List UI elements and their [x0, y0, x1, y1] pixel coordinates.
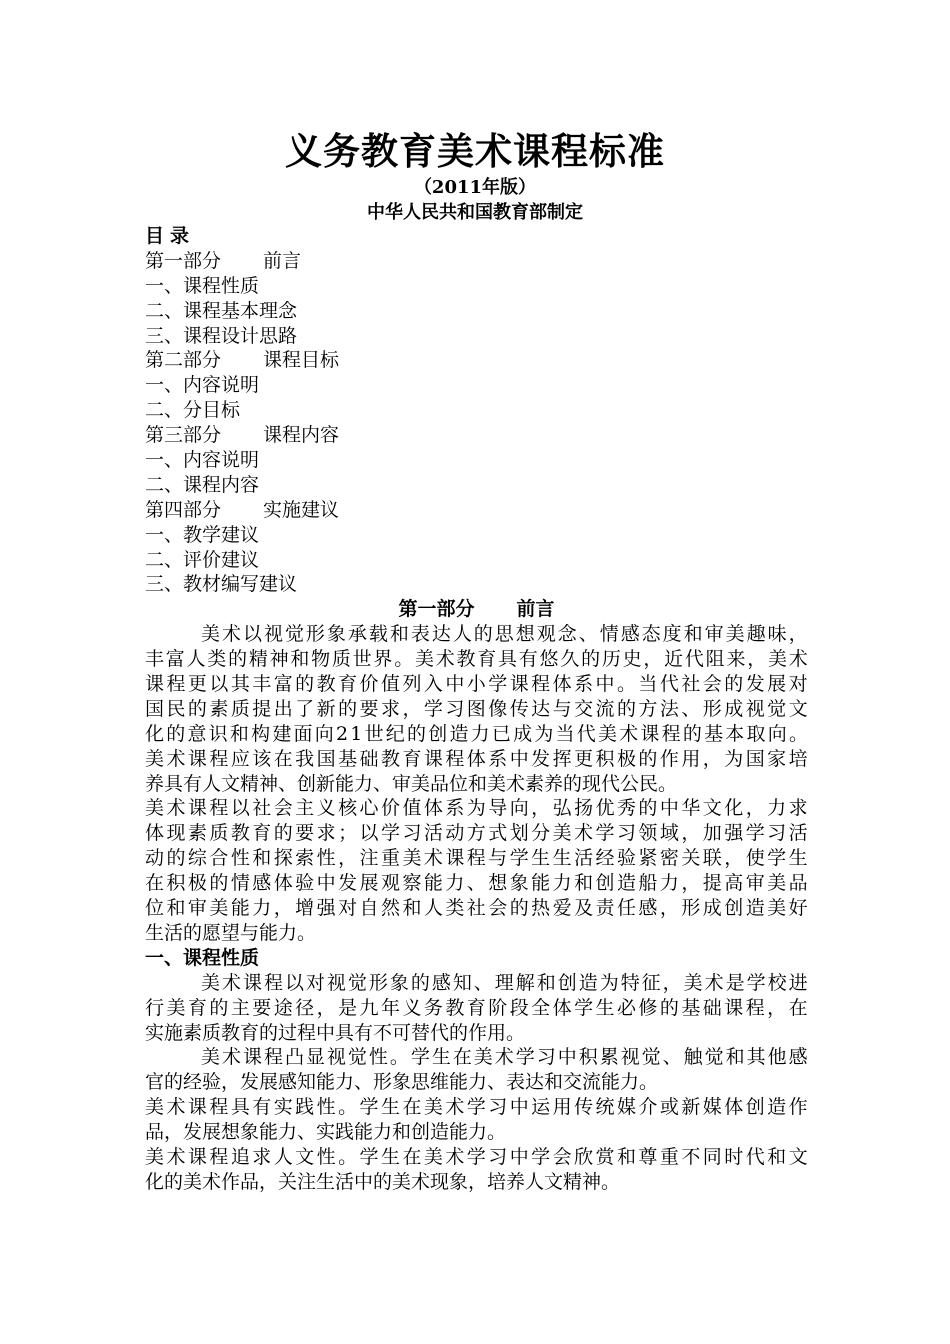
toc-entry[interactable]: 一、内容说明 — [145, 449, 260, 472]
toc-entry[interactable]: 三、课程设计思路 — [145, 324, 298, 347]
text-line: 品，发展想象能力、实践能力和创造能力。 — [145, 1121, 507, 1144]
toc-entry[interactable]: 二、课程内容 — [145, 473, 260, 496]
text-line: 实施素质教育的过程中具有不可替代的作用。 — [145, 1021, 526, 1044]
text-line: 美 术 以 视 觉 形 象 承 载 和 表 达 人 的 思 想 观 念 、 情 感 态 度 和 审 美 趣 味 ， — [201, 623, 808, 646]
paragraph — [145, 1045, 808, 1095]
text-line: 美 术 课 程 追 求 人 文 性 。 学 生 在 美 术 学 习 中 学 会 欣 赏 和 尊 重 不 同 时 代 和 文 — [145, 1145, 808, 1168]
text-line: 丰 富 人 类 的 精 神 和 物 质 世 界 。 美 术 教 育 具 有 悠 久 的 历 史 ， 近 代 阻 来 ， 美 术 — [145, 648, 808, 671]
toc-entry[interactable]: 第四部分 实施建议 — [145, 498, 340, 521]
toc-entry[interactable]: 一、课程性质 — [145, 274, 260, 297]
text-line: 美 术 课 程 凸 显 视 觉 性 。 学 生 在 美 术 学 习 中 积 累 视 觉 、 触 觉 和 其 他 感 — [201, 1046, 808, 1069]
text-line: 养具有人文精神、创新能力、审美品位和美术素养的现代公民。 — [145, 772, 678, 795]
toc-entry[interactable]: 一、内容说明 — [145, 374, 260, 397]
text-line: 课 程 更 以 其 丰 富 的 教 育 价 值 列 入 中 小 学 课 程 体 系 中 。 当 代 社 会 的 发 展 对 — [145, 673, 808, 696]
text-line: 国 民 的 素 质 提 出 了 新 的 要 求 ， 学 习 图 像 传 达 与 交 流 的 方 法 、 形 成 视 觉 文 — [145, 697, 808, 720]
text-line: 行 美 育 的 主 要 途 径 ， 是 九 年 义 务 教 育 阶 段 全 体 学 生 必 修 的 基 础 课 程 ， 在 — [145, 996, 808, 1019]
toc-entry[interactable]: 第一部分 前言 — [145, 249, 302, 272]
text-line: 官的经验，发展感知能力、形象思维能力、表达和交流能力。 — [145, 1071, 659, 1094]
paragraph — [145, 971, 808, 1046]
document-body — [145, 224, 808, 1195]
toc-heading: 目录 — [145, 225, 196, 247]
section-heading: 第一部分 前言 — [398, 598, 555, 621]
text-line: 美 术 课 程 以 对 视 觉 形 象 的 感 知 、 理 解 和 创 造 为 特 征 ， 美 术 是 学 校 进 — [201, 971, 808, 994]
subsection-heading: 一、课程性质 — [145, 946, 260, 969]
text-line: 化的美术作品，关注生活中的美术现象，培养人文精神。 — [145, 1170, 621, 1193]
toc-entry[interactable]: 第二部分 课程目标 — [145, 349, 340, 372]
text-line: 美 术 课 程 以 社 会 主 义 核 心 价 值 体 系 为 导 向 ， 弘 扬 优 秀 的 中 华 文 化 ， 力 求 — [145, 797, 808, 820]
paragraph — [145, 622, 808, 796]
paragraph — [145, 796, 808, 945]
document-issuer: 中华人民共和国教育部制定 — [367, 202, 583, 223]
toc-entry[interactable]: 第三部分 课程内容 — [145, 424, 340, 447]
toc-entry[interactable]: 二、评价建议 — [145, 548, 260, 571]
text-line: 位 和 审 美 能 力 ， 增 强 对 自 然 和 人 类 社 会 的 热 爱 及 责 任 感 ， 形 成 创 造 美 好 — [145, 897, 808, 920]
toc-entry[interactable]: 一、教学建议 — [145, 523, 260, 546]
document-title: 义务教育美术课程标准 — [285, 129, 665, 173]
document-edition: （2011年版） — [413, 177, 537, 198]
toc-entry[interactable]: 三、教材编写建议 — [145, 573, 298, 596]
text-line: 生活的愿望与能力。 — [145, 921, 317, 944]
text-line: 美 术 课 程 具 有 实 践 性 。 学 生 在 美 术 学 习 中 运 用 传 统 媒 介 或 新 媒 体 创 造 作 — [145, 1096, 808, 1119]
toc-entry[interactable]: 二、分目标 — [145, 399, 241, 422]
text-line: 在 积 极 的 情 感 体 验 中 发 展 观 察 能 力 、 想 象 能 力 和 创 造 船 力 ， 提 高 审 美 品 — [145, 872, 808, 895]
text-line: 化 的 意 识 和 构 建 面 向 2 1 世 纪 的 创 造 力 已 成 为 当 代 美 术 课 程 的 基 本 取 向 。 — [145, 722, 808, 745]
paragraph — [145, 1145, 808, 1195]
paragraph — [145, 1095, 808, 1145]
text-line: 美 术 课 程 应 该 在 我 国 基 础 教 育 课 程 体 系 中 发 挥 更 积 极 的 作 用 ， 为 国 家 培 — [145, 747, 808, 770]
text-line: 动 的 综 合 性 和 探 索 性 ， 注 重 美 术 课 程 与 学 生 生 活 经 验 紧 密 关 联 ， 使 学 生 — [145, 847, 808, 870]
text-line: 体 现 素 质 教 育 的 要 求 ； 以 学 习 活 动 方 式 划 分 美 术 学 习 领 域 ， 加 强 学 习 活 — [145, 822, 808, 845]
toc-entry[interactable]: 二、课程基本理念 — [145, 299, 298, 322]
